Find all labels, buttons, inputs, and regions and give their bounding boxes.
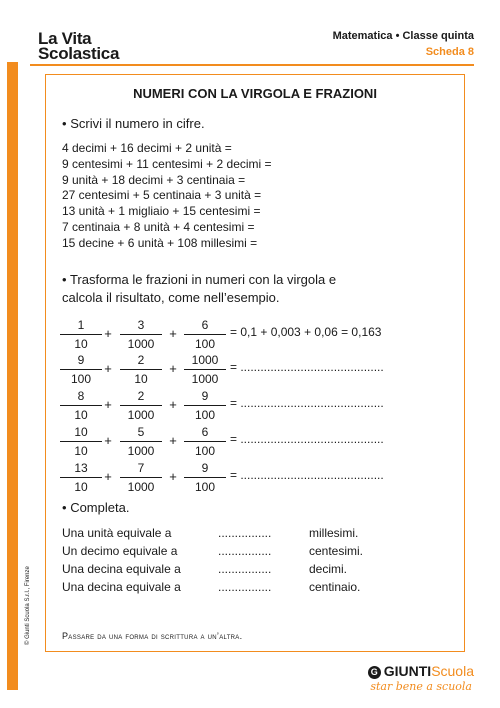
plus-sign: + xyxy=(169,361,177,376)
fraction-bar xyxy=(184,441,226,442)
fraction xyxy=(118,353,164,386)
fraction-bar xyxy=(184,334,226,335)
fraction-numerator: 6 xyxy=(201,318,209,332)
section2-instruction-1: Trasforma le frazioni in numeri con la virgola e xyxy=(69,272,337,287)
fraction-bar xyxy=(120,369,162,370)
section3-heading xyxy=(62,500,129,515)
fraction-bar xyxy=(184,477,226,478)
fraction-numerator: 3 xyxy=(137,318,145,332)
fraction xyxy=(118,318,164,351)
fraction-denominator: 100 xyxy=(70,372,92,386)
exercise-line: 27 centesimi + 5 centinaia + 3 unità = xyxy=(62,188,262,203)
fraction-result[interactable]: = ........................................... xyxy=(230,396,384,410)
plus-sign: + xyxy=(104,326,112,341)
copyright-vertical: © Giunti Scuola S.r.l., Firenze xyxy=(25,566,31,645)
sheet-label: Scheda 8 xyxy=(425,46,474,58)
completion-prompt: Una decina equivale a xyxy=(62,562,181,576)
bullet: • xyxy=(62,500,67,515)
fraction-numerator: 6 xyxy=(201,425,209,439)
fraction-numerator: 9 xyxy=(201,389,209,403)
plus-sign: + xyxy=(104,361,112,376)
fraction xyxy=(182,461,228,494)
exercise-line: 7 centinaia + 8 unità + 4 centesimi = xyxy=(62,219,255,234)
fraction-bar xyxy=(120,477,162,478)
completion-prompt: Una decina equivale a xyxy=(62,580,181,594)
plus-sign: + xyxy=(169,433,177,448)
fraction-numerator: 2 xyxy=(137,389,145,403)
fraction-denominator: 1000 xyxy=(127,480,155,494)
fraction-denominator: 1000 xyxy=(127,408,155,422)
fraction-bar xyxy=(120,405,162,406)
exercise-line: 4 decimi + 16 decimi + 2 unità = xyxy=(62,141,232,155)
fraction-numerator: 2 xyxy=(137,353,145,367)
fraction xyxy=(118,389,164,422)
completion-blank[interactable]: ................ xyxy=(218,544,272,558)
completion-unit: centesimi. xyxy=(309,544,364,558)
exercise-line: 15 decine + 6 unità + 108 millesimi = xyxy=(62,235,258,250)
fraction-bar xyxy=(184,405,226,406)
fraction-result[interactable]: = ........................................... xyxy=(230,360,384,374)
giunti-logo-icon: G xyxy=(368,666,381,679)
fraction-numerator: 1 xyxy=(77,318,85,332)
fraction-denominator: 1000 xyxy=(127,337,155,351)
fraction-bar xyxy=(184,369,226,370)
side-accent-bar xyxy=(7,62,18,690)
section2-heading-line1 xyxy=(62,272,336,287)
logo-line-1: La Vita xyxy=(38,29,92,48)
section3-instruction: Completa. xyxy=(70,500,130,515)
fraction-numerator: 13 xyxy=(74,461,88,475)
exercise-line: 13 unità + 1 migliaio + 15 centesimi = xyxy=(62,204,261,219)
completion-unit: millesimi. xyxy=(309,526,359,540)
fraction-denominator: 10 xyxy=(134,372,148,386)
completion-blank[interactable]: ................ xyxy=(218,562,272,576)
bullet: • xyxy=(62,116,67,131)
plus-sign: + xyxy=(169,469,177,484)
exercise-line: 9 unità + 18 decimi + 3 centinaia = xyxy=(62,172,246,187)
fraction xyxy=(182,318,228,351)
fraction-result[interactable]: = ........................................... xyxy=(230,468,384,482)
brand-main: GIUNTI xyxy=(383,663,432,679)
fraction-bar xyxy=(120,441,162,442)
section1-exercise-list xyxy=(62,141,272,252)
section1-instruction: Scrivi il numero in cifre. xyxy=(70,116,205,131)
section2-heading-line2: calcola il risultato, come nell’esempio. xyxy=(62,290,280,305)
publisher-tagline: star bene a scuola xyxy=(370,680,472,693)
completion-prompt: Un decimo equivale a xyxy=(62,544,178,558)
fraction xyxy=(118,425,164,458)
fraction-numerator: 1000 xyxy=(191,353,219,367)
completion-prompt: Una unità equivale a xyxy=(62,526,172,540)
bullet: • xyxy=(62,272,67,287)
completion-unit: centinaio. xyxy=(309,580,361,594)
fraction xyxy=(118,461,164,494)
section1-heading xyxy=(62,116,205,131)
fraction xyxy=(58,461,104,494)
fraction-bar xyxy=(60,405,102,406)
subject-label: Matematica • Classe quinta xyxy=(332,30,474,42)
fraction xyxy=(58,425,104,458)
fraction-bar xyxy=(120,334,162,335)
fraction-bar xyxy=(60,369,102,370)
fraction-bar xyxy=(60,441,102,442)
fraction xyxy=(58,389,104,422)
header-divider xyxy=(30,64,474,66)
plus-sign: + xyxy=(104,469,112,484)
completion-unit: decimi. xyxy=(309,562,348,576)
fraction-denominator: 1000 xyxy=(191,372,219,386)
fraction-denominator: 10 xyxy=(74,337,88,351)
fraction-denominator: 100 xyxy=(194,408,216,422)
publisher-logo xyxy=(368,663,474,679)
fraction-numerator: 5 xyxy=(137,425,145,439)
fraction-denominator: 10 xyxy=(74,408,88,422)
fraction xyxy=(182,353,228,386)
fraction-bar xyxy=(60,334,102,335)
plus-sign: + xyxy=(169,326,177,341)
fraction-denominator: 1000 xyxy=(127,444,155,458)
fraction-numerator: 10 xyxy=(74,425,88,439)
fraction-numerator: 9 xyxy=(201,461,209,475)
plus-sign: + xyxy=(104,433,112,448)
fraction-denominator: 100 xyxy=(194,337,216,351)
page-title: NUMERI CON LA VIRGOLA E FRAZIONI xyxy=(133,86,377,101)
plus-sign: + xyxy=(169,397,177,412)
fraction-numerator: 9 xyxy=(77,353,85,367)
logo-line-2: Scolastica xyxy=(38,44,120,63)
plus-sign: + xyxy=(104,397,112,412)
fraction-numerator: 8 xyxy=(77,389,85,403)
brand-sub: Scuola xyxy=(431,663,474,679)
fraction xyxy=(58,318,104,351)
completion-blank[interactable]: ................ xyxy=(218,526,272,540)
fraction-denominator: 100 xyxy=(194,480,216,494)
fraction xyxy=(182,389,228,422)
completion-blank[interactable]: ................ xyxy=(218,580,272,594)
fraction xyxy=(58,353,104,386)
fraction xyxy=(182,425,228,458)
fraction-result: = 0,1 + 0,003 + 0,06 = 0,163 xyxy=(230,325,382,339)
fraction-bar xyxy=(60,477,102,478)
fraction-denominator: 10 xyxy=(74,444,88,458)
exercise-line: 9 centesimi + 11 centesimi + 2 decimi = xyxy=(62,156,272,171)
footer-note: Passare da una forma di scrittura a un’altra. xyxy=(62,631,243,641)
fraction-result[interactable]: = ........................................... xyxy=(230,432,384,446)
fraction-numerator: 7 xyxy=(137,461,145,475)
fraction-denominator: 10 xyxy=(74,480,88,494)
fraction-denominator: 100 xyxy=(194,444,216,458)
